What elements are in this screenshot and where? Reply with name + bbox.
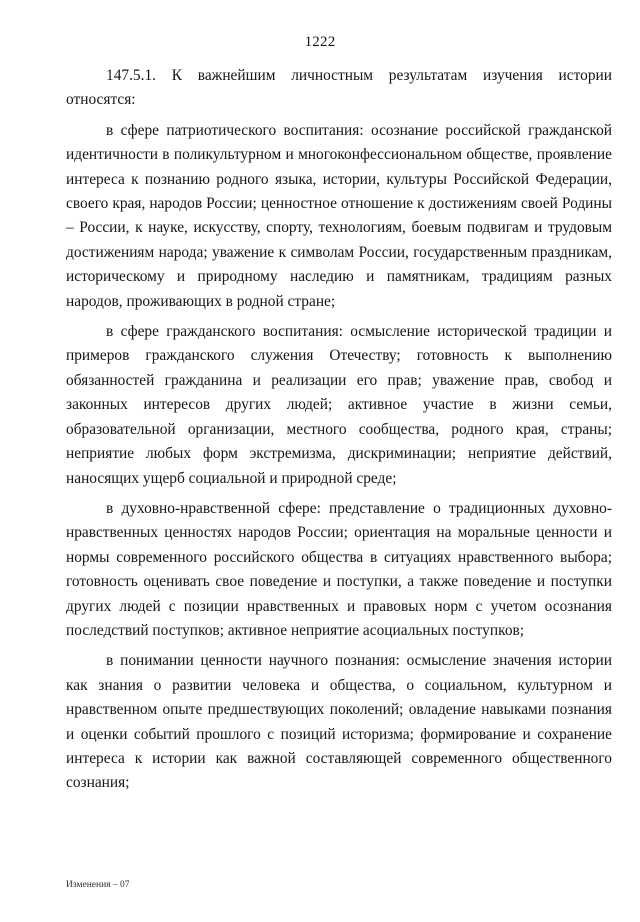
document-body — [66, 64, 612, 796]
footer-note: Изменения – 07 — [66, 880, 130, 890]
paragraph-moral: в духовно-нравственной сфере: представление о традиционных духовно-нравственных ценностях народов России; ориентация на моральные ценности и нормы современного российского общества в ситуациях нравственного выбора; готовность оценивать свое поведение и поступки, а также поведение и поступки других людей с позиции нравственных и правовых норм с учетом осознания последствий поступков; активное неприятие асоциальных поступков; — [66, 499, 612, 639]
page-number: 1222 — [304, 34, 336, 50]
paragraph-scientific: в понимании ценности научного познания: осмысление значения истории как знания о развитии человека и общества, о социальном, культурном и нравственном опыте предшествующих поколений; овладение навыками познания и оценки событий прошлого с позиций историзма; формирование и сохранение интереса к истории как важной составляющей современного общественного сознания; — [66, 652, 612, 792]
paragraph-patriotic: в сфере патриотического воспитания: осознание российской гражданской идентичности в поликультурном и многоконфессиональном обществе, проявление интереса к познанию родного языка, истории, культуры Российской Федерации, своего края, народов России; ценностное отношение к достижениям своей Родины – России, к науке, искусству, спорту, технологиям, боевым подвигам и трудовым достижениям народа; уважение к символам России, государственным праздникам, историческому и природному наследию и памятникам, традициям разных народов, проживающих в родной стране; — [66, 121, 612, 310]
paragraph-intro: 147.5.1. К важнейшим личностным результатам изучения истории относятся: — [66, 67, 612, 109]
paragraph-civic: в сфере гражданского воспитания: осмысление исторической традиции и примеров гражданского служения Отечеству; готовность к выполнению обязанностей гражданина и реализации его прав; уважение прав, свобод и законных интересов других людей; активное участие в жизни семьи, образовательной организации, местного сообщества, родного края, страны; неприятие любых форм экстремизма, дискриминации; неприятие действий, наносящих ущерб социальной и природной среде; — [66, 323, 612, 487]
